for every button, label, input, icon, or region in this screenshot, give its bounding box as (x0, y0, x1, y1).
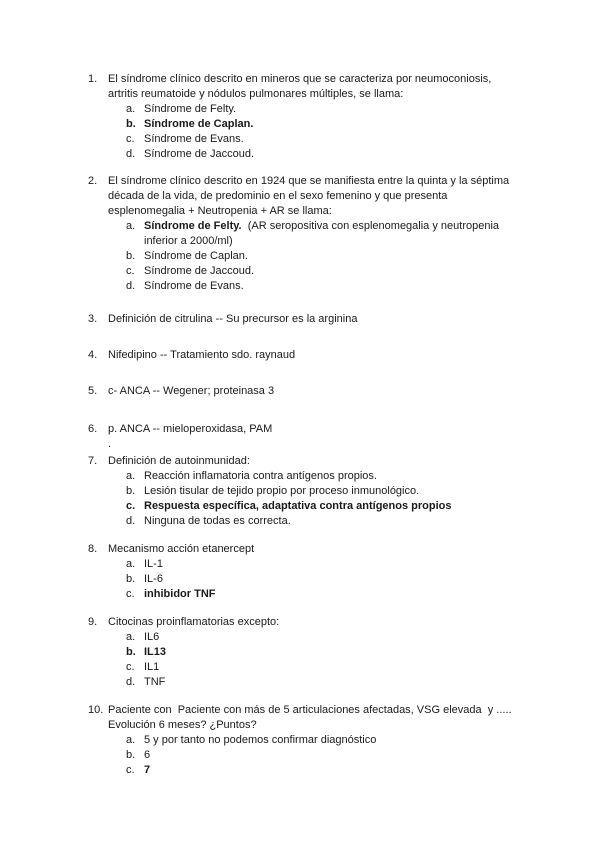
option-letter: a. (126, 103, 136, 115)
option-text: Respuesta específica, adaptativa contra antígenos propios (144, 500, 452, 512)
question-text-line: esplenomegalia + Neutropenia + AR se llama: (108, 205, 332, 217)
option-item (126, 675, 528, 690)
option-item-correct (126, 219, 528, 249)
option-letter: a. (126, 470, 136, 482)
option-item (126, 630, 528, 645)
option-letter: a. (126, 734, 136, 746)
option-letter: b. (126, 573, 136, 585)
question-text: p. ANCA -- mieloperoxidasa, PAM (108, 423, 273, 435)
options-list (88, 102, 528, 162)
question-number: 7. (88, 455, 98, 467)
question-text-line: El síndrome clínico descrito en 1924 que se manifiesta entre la quinta y la séptima (108, 175, 510, 187)
option-letter: b. (126, 749, 136, 761)
option-text: Síndrome de Felty. (144, 103, 237, 115)
option-letter: a. (126, 631, 136, 643)
option-letter: a. (126, 558, 136, 570)
question-6 (88, 422, 528, 452)
question-number: 1. (88, 73, 98, 85)
question-text: c- ANCA -- Wegener; proteinasa 3 (108, 385, 275, 397)
question-1 (88, 72, 528, 162)
question-2 (88, 174, 528, 294)
option-note-cont: inferior a 2000/ml) (144, 235, 233, 247)
question-4 (88, 348, 528, 363)
option-item-correct (126, 117, 528, 132)
question-text-line: artritis reumatoide y nódulos pulmonares múltiples, se llama: (108, 88, 404, 100)
option-text: IL6 (144, 631, 160, 643)
option-text: IL-6 (144, 573, 163, 585)
question-text: Mecanismo acción etanercept (108, 543, 255, 555)
question-9 (88, 615, 528, 690)
option-letter: c. (126, 661, 135, 673)
option-letter: c. (126, 133, 135, 145)
option-text: 7 (144, 764, 151, 776)
options-list (88, 733, 548, 778)
option-text: IL13 (144, 646, 167, 658)
option-item (126, 557, 528, 572)
option-text: Síndrome de Jaccoud. (144, 265, 255, 277)
option-text: Síndrome de Evans. (144, 280, 244, 292)
option-letter: b. (126, 118, 136, 130)
option-item (126, 484, 528, 499)
option-text: Síndrome de Jaccoud. (144, 148, 255, 160)
option-text: Síndrome de Caplan. (144, 118, 254, 130)
option-item (126, 469, 528, 484)
option-item-correct (126, 763, 548, 778)
option-text: Reacción inflamatoria contra antígenos propios. (144, 470, 377, 482)
question-number: 9. (88, 616, 98, 628)
question-number: 4. (88, 349, 98, 361)
option-item (126, 102, 528, 117)
options-list (88, 557, 528, 602)
question-number: 3. (88, 313, 98, 325)
options-list (88, 469, 528, 529)
question-text-line: El síndrome clínico descrito en mineros que se caracteriza por neumoconiosis, (108, 73, 492, 85)
option-item-correct (126, 645, 528, 660)
option-text: Ninguna de todas es correcta. (144, 515, 291, 527)
option-item (126, 572, 528, 587)
question-7 (88, 454, 528, 529)
option-text: Lesión tisular de tejido propio por proceso inmunológico. (144, 485, 420, 497)
option-text: TNF (144, 676, 166, 688)
option-letter: c. (126, 265, 135, 277)
question-number: 5. (88, 385, 98, 397)
question-number: 2. (88, 175, 98, 187)
option-letter: b. (126, 250, 136, 262)
question-text: Nifedipino -- Tratamiento sdo. raynaud (108, 349, 296, 361)
option-letter: d. (126, 148, 136, 160)
option-text: 5 y por tanto no podemos confirmar diagnóstico (144, 734, 377, 746)
options-list (88, 219, 528, 294)
option-letter: c. (126, 588, 135, 600)
option-item (126, 514, 528, 529)
question-3 (88, 312, 528, 327)
option-letter: a. (126, 220, 136, 232)
option-letter: d. (126, 676, 136, 688)
option-text (144, 219, 528, 249)
question-text-line: década de la vida, de predominio en el sexo femenino y que presenta (108, 190, 448, 202)
question-8 (88, 542, 528, 602)
option-text: Síndrome de Caplan. (144, 250, 248, 262)
question-text: Citocinas proinflamatorias excepto: (108, 616, 280, 628)
option-letter: d. (126, 280, 136, 292)
question-text: Definición de autoinmunidad: (108, 455, 250, 467)
options-list (88, 630, 528, 690)
option-text: 6 (144, 749, 151, 761)
option-item-correct (126, 499, 528, 514)
question-text-line: Paciente con Paciente con más de 5 articulaciones afectadas, VSG elevada y ..... (108, 704, 512, 716)
question-number: 8. (88, 543, 98, 555)
option-item (126, 147, 528, 162)
option-text: IL1 (144, 661, 160, 673)
question-text: Definición de citrulina -- Su precursor es la arginina (108, 313, 358, 325)
question-10 (88, 703, 548, 778)
option-item (126, 660, 528, 675)
option-letter: c. (126, 764, 135, 776)
option-text: Síndrome de Evans. (144, 133, 244, 145)
option-letter: b. (126, 485, 136, 497)
option-item (126, 132, 528, 147)
option-text: IL-1 (144, 558, 163, 570)
option-item (126, 748, 548, 763)
option-text: inhibidor TNF (144, 588, 216, 600)
question-5 (88, 384, 528, 399)
option-letter: b. (126, 646, 136, 658)
question-text-line: Evolución 6 meses? ¿Puntos? (108, 719, 257, 731)
option-item (126, 279, 528, 294)
stray-dot: . (108, 438, 112, 450)
option-item (126, 733, 548, 748)
option-item (126, 249, 528, 264)
option-note: (AR seropositiva con esplenomegalia y neutropenia (241, 220, 500, 232)
question-number: 6. (88, 423, 98, 435)
option-item (126, 264, 528, 279)
option-letter: d. (126, 515, 136, 527)
option-letter: c. (126, 500, 136, 512)
question-number: 10. (88, 704, 104, 716)
option-answer: Síndrome de Felty. (144, 220, 242, 232)
option-item-correct (126, 587, 528, 602)
